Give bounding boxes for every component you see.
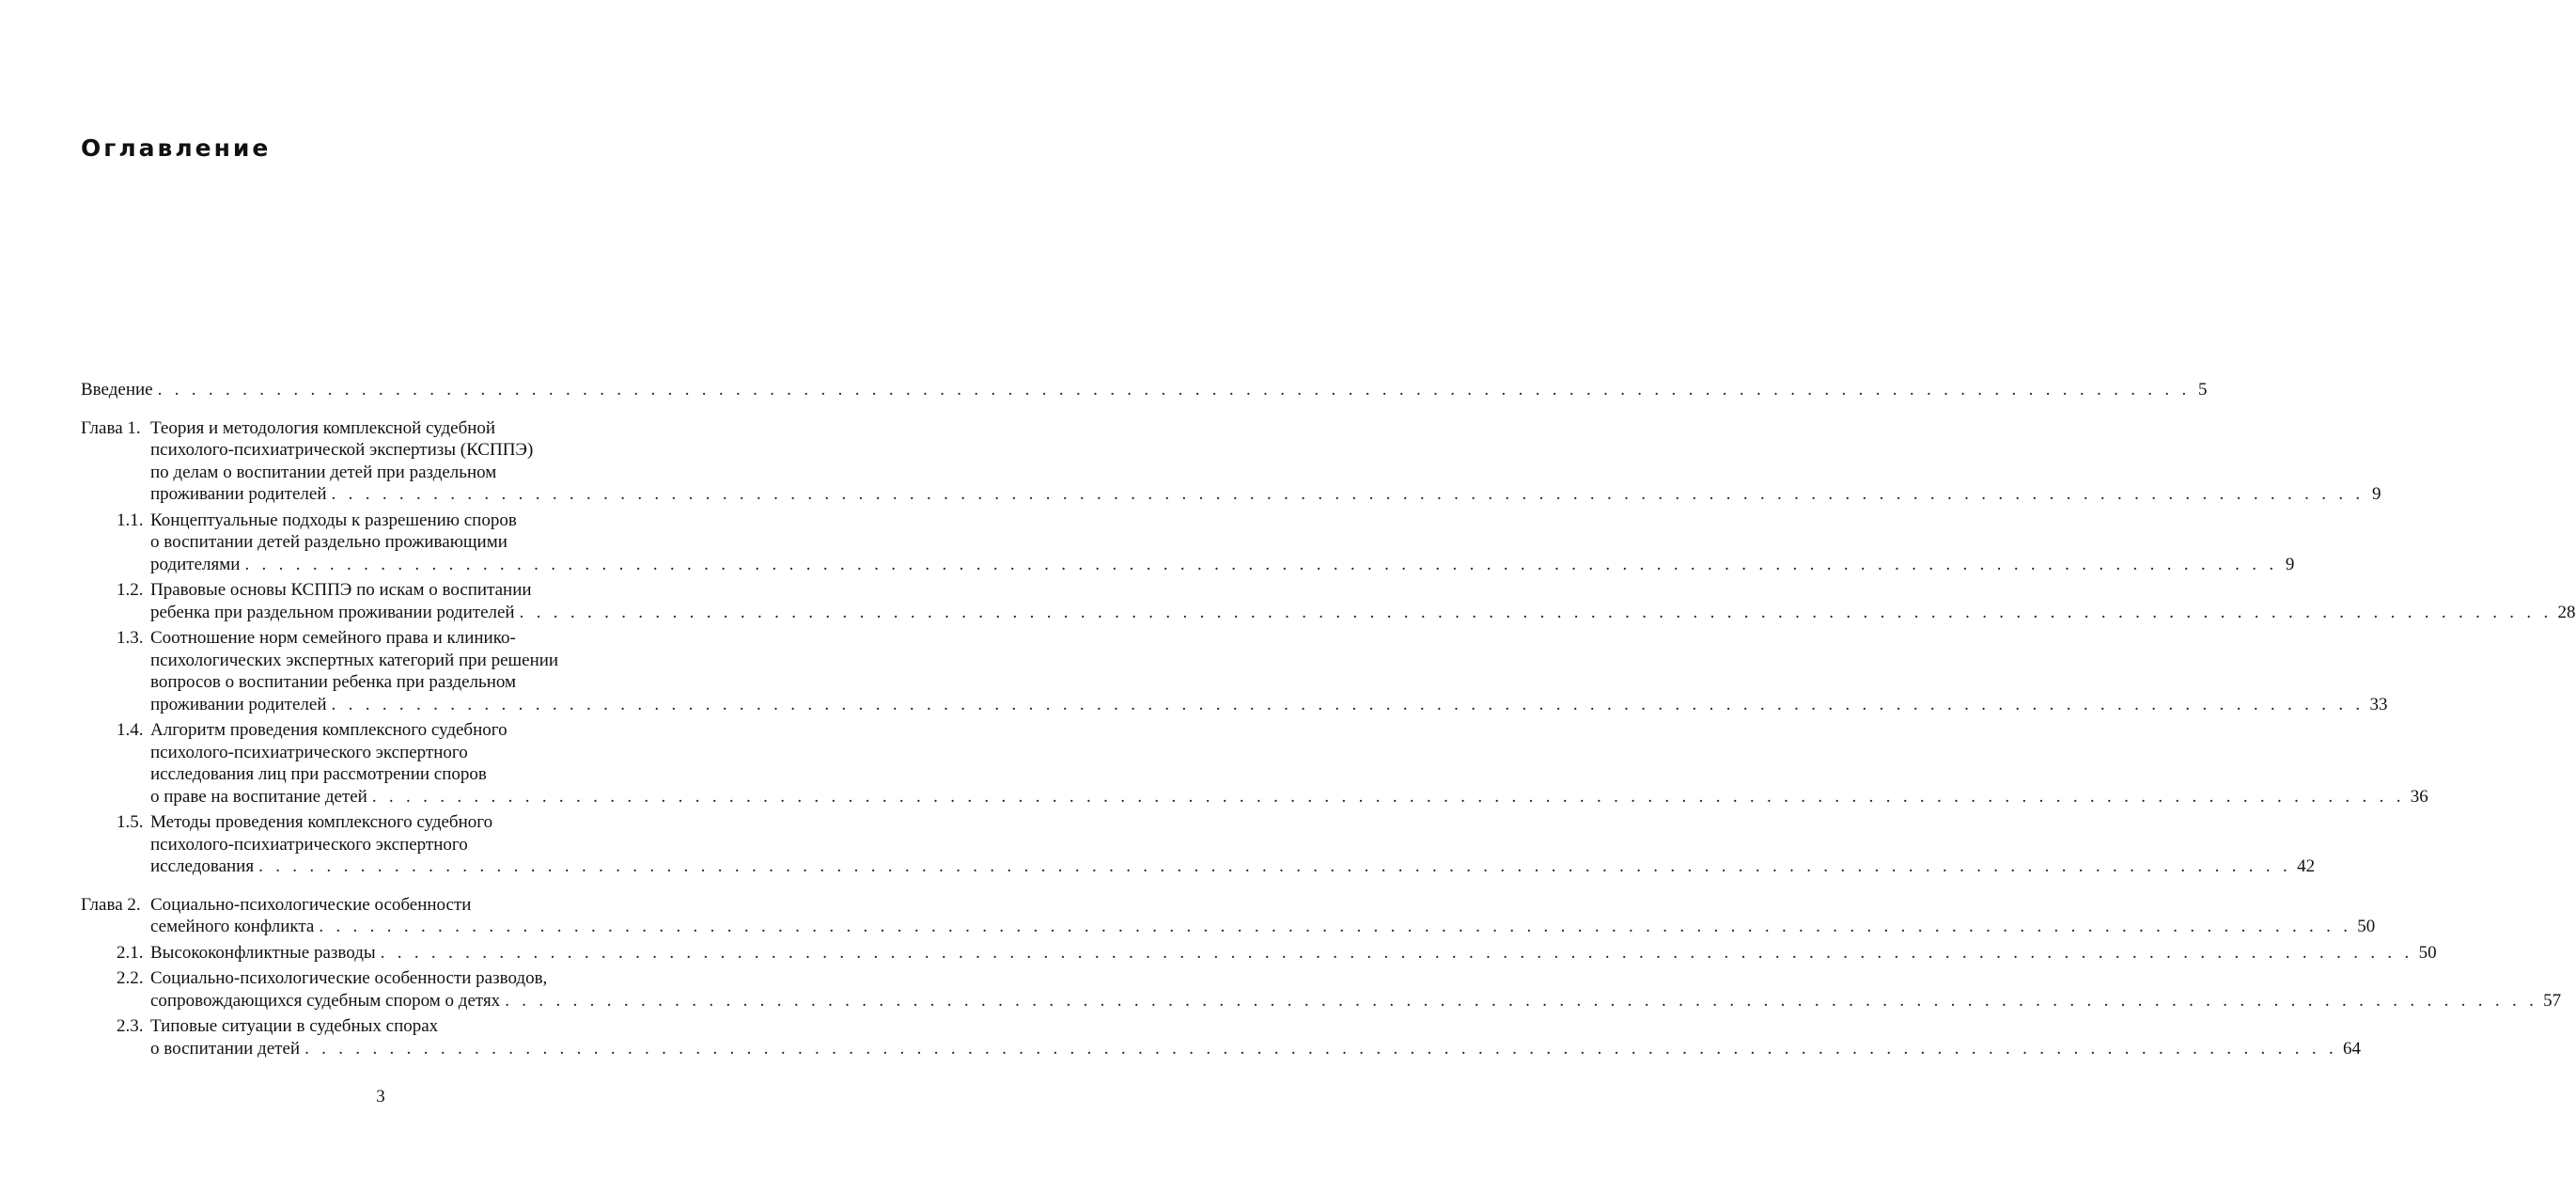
dot-leader: . . . . . . . . . . . . . . . . . . . . . . . . . . . . . . . . . . . . . . . . . . . . . . . . . . . . . . . . . . . . . . . . . . . . . . . . . . . . . . . . . . . . . . . . . . . . . . . . . . . . . . . . . . . . . . . . . . . . . . . . <box>519 602 2553 622</box>
toc-entry <box>81 719 2428 808</box>
toc-entry-title-line: о воспитании детей раздельно проживающими <box>150 532 507 552</box>
page-number: 3 <box>376 1087 385 1106</box>
dot-leader: . . . . . . . . . . . . . . . . . . . . . . . . . . . . . . . . . . . . . . . . . . . . . . . . . . . . . . . . . . . . . . . . . . . . . . . . . . . . . . . . . . . . . . . . . . . . . . . . . . . . . . . . . . . . . . . . . . . . . . . . <box>371 786 2405 807</box>
toc-entry-body <box>150 417 2381 506</box>
toc-entry-body <box>150 967 2562 1012</box>
toc-entry-last-line <box>150 483 2381 506</box>
toc-entry-last-line <box>150 916 2376 938</box>
table-of-contents <box>81 379 2576 1059</box>
toc-entry <box>81 417 2381 506</box>
toc-entry-last-line <box>150 694 2388 716</box>
toc-entry-number: 1.2. <box>117 580 144 600</box>
toc-entry-last-line <box>150 855 2316 878</box>
toc-entry-body <box>150 627 2388 715</box>
toc-entry-page: 42 <box>2297 856 2316 876</box>
toc-entry-page: 64 <box>2343 1038 2362 1059</box>
toc-entry-body <box>150 719 2428 808</box>
toc-entry <box>81 894 2376 938</box>
toc-entry <box>81 627 2388 715</box>
toc-entry-title-line: семейного конфликта <box>150 917 315 936</box>
dot-leader: . . . . . . . . . . . . . . . . . . . . . . . . . . . . . . . . . . . . . . . . . . . . . . . . . . . . . . . . . . . . . . . . . . . . . . . . . . . . . . . . . . . . . . . . . . . . . . . . . . . . . . . . . . . . . . . . . . . . . . . . <box>304 1038 2338 1059</box>
toc-entry-title-line: психолого-психиатрического экспертного <box>150 742 468 762</box>
dot-leader: . . . . . . . . . . . . . . . . . . . . . . . . . . . . . . . . . . . . . . . . . . . . . . . . . . . . . . . . . . . . . . . . . . . . . . . . . . . . . . . . . . . . . . . . . . . . . . . . . . . . . . . . . . . . . . . . . . . . . . . . <box>244 554 2278 574</box>
toc-entry-body <box>150 942 2437 965</box>
toc-entry <box>81 510 2295 576</box>
toc-entry-page: 9 <box>2371 484 2381 504</box>
toc-entry-title-line: Типовые ситуации в судебных спорах <box>150 1016 439 1036</box>
toc-entry-page: 50 <box>2418 942 2437 963</box>
toc-entry-number: 1.4. <box>117 720 144 740</box>
toc-entry <box>81 579 2576 623</box>
toc-entry-title-line: Концептуальные подходы к разрешению споров <box>150 510 517 530</box>
toc-entry-title-line: Алгоритм проведения комплексного судебного <box>150 720 507 740</box>
toc-entry-body <box>81 379 2208 401</box>
toc-entry-last-line <box>150 786 2428 808</box>
toc-entry-number: 1.5. <box>117 812 144 832</box>
toc-entry-last-line <box>150 942 2437 965</box>
toc-entry-number: 2.1. <box>117 942 144 963</box>
toc-entry-title-line: сопровождающихся судебным спором о детях <box>150 990 501 1011</box>
toc-entry-page: 36 <box>2410 786 2428 807</box>
toc-entry-page: 50 <box>2357 917 2376 936</box>
dot-leader: . . . . . . . . . . . . . . . . . . . . . . . . . . . . . . . . . . . . . . . . . . . . . . . . . . . . . . . . . . . . . . . . . . . . . . . . . . . . . . . . . . . . . . . . . . . . . . . . . . . . . . . . . . . . . . . . . . . . . . . . <box>258 856 2292 876</box>
toc-entry-title-line: проживании родителей <box>150 484 327 504</box>
toc-entry-title-line: родителями <box>150 554 241 574</box>
toc-entry-last-line <box>150 554 2295 576</box>
toc-entry-title-line: Введение <box>81 380 153 400</box>
toc-entry-title-line: о воспитании детей <box>150 1038 301 1059</box>
toc-entry <box>81 811 2316 878</box>
toc-entry-body <box>150 510 2295 576</box>
toc-entry-body <box>150 811 2316 878</box>
toc-entry-title-line: Правовые основы КСППЭ по искам о воспитании <box>150 580 532 600</box>
toc-entry-page: 57 <box>2543 990 2562 1011</box>
toc-entry-title-line: Теория и методология комплексной судебной <box>150 417 496 438</box>
toc-entry-body <box>150 1015 2362 1059</box>
toc-entry-page: 33 <box>2369 694 2388 714</box>
toc-entry-title-line: Соотношение норм семейного права и клинико- <box>150 628 516 648</box>
toc-entry-number: 1.3. <box>117 628 144 648</box>
toc-entry-title-line: психолого-психиатрической экспертизы (КСППЭ) <box>150 440 534 460</box>
toc-entry <box>81 1015 2362 1059</box>
toc-entry-page: 9 <box>2285 554 2295 574</box>
toc-entry-number: 1.1. <box>117 510 144 530</box>
dot-leader: . . . . . . . . . . . . . . . . . . . . . . . . . . . . . . . . . . . . . . . . . . . . . . . . . . . . . . . . . . . . . . . . . . . . . . . . . . . . . . . . . . . . . . . . . . . . . . . . . . . . . . . . . . . . . . . . . . . . . . . . <box>331 694 2365 714</box>
toc-entry-title-line: ребенка при раздельном проживании родителей <box>150 602 515 622</box>
toc-entry <box>81 967 2562 1012</box>
dot-leader: . . . . . . . . . . . . . . . . . . . . . . . . . . . . . . . . . . . . . . . . . . . . . . . . . . . . . . . . . . . . . . . . . . . . . . . . . . . . . . . . . . . . . . . . . . . . . . . . . . . . . . . . . . . . . . . . . . . . . . . . <box>380 942 2413 963</box>
dot-leader: . . . . . . . . . . . . . . . . . . . . . . . . . . . . . . . . . . . . . . . . . . . . . . . . . . . . . . . . . . . . . . . . . . . . . . . . . . . . . . . . . . . . . . . . . . . . . . . . . . . . . . . . . . . . . . . . . . . . . . . . <box>319 917 2352 936</box>
dot-leader: . . . . . . . . . . . . . . . . . . . . . . . . . . . . . . . . . . . . . . . . . . . . . . . . . . . . . . . . . . . . . . . . . . . . . . . . . . . . . . . . . . . . . . . . . . . . . . . . . . . . . . . . . . . . . . . . . . . . . . . . <box>157 380 2191 400</box>
toc-entry-body <box>150 894 2376 938</box>
toc-entry-number: Глава 2. <box>81 894 141 915</box>
toc-entry-title-line: исследования лиц при рассмотрении споров <box>150 764 487 784</box>
toc-entry-title-line: Высококонфликтные разводы <box>150 942 376 963</box>
dot-leader: . . . . . . . . . . . . . . . . . . . . . . . . . . . . . . . . . . . . . . . . . . . . . . . . . . . . . . . . . . . . . . . . . . . . . . . . . . . . . . . . . . . . . . . . . . . . . . . . . . . . . . . . . . . . . . . . . . . . . . . . <box>505 990 2538 1011</box>
toc-entry-page: 28 <box>2557 602 2576 622</box>
toc-entry-title-line: Методы проведения комплексного судебного <box>150 812 493 832</box>
toc-entry-title-line: психолого-психиатрического экспертного <box>150 834 468 855</box>
toc-entry-number: 2.3. <box>117 1016 144 1036</box>
toc-entry-last-line <box>150 1038 2362 1060</box>
toc-entry-page: 5 <box>2198 380 2208 400</box>
toc-entry-last-line <box>150 602 2576 624</box>
toc-entry-title-line: психологических экспертных категорий при решении <box>150 650 559 670</box>
toc-entry-number: 2.2. <box>117 968 144 988</box>
toc-entry-title-line: о праве на воспитание детей <box>150 786 367 807</box>
toc-heading: Оглавление <box>81 134 272 162</box>
toc-entry-last-line <box>150 990 2562 1012</box>
toc-entry-last-line <box>81 379 2208 401</box>
toc-entry-title-line: Социально-психологические особенности <box>150 894 472 915</box>
toc-entry <box>81 942 2437 965</box>
toc-entry-title-line: по делам о воспитании детей при раздельном <box>150 462 497 482</box>
toc-entry-body <box>150 579 2576 623</box>
dot-leader: . . . . . . . . . . . . . . . . . . . . . . . . . . . . . . . . . . . . . . . . . . . . . . . . . . . . . . . . . . . . . . . . . . . . . . . . . . . . . . . . . . . . . . . . . . . . . . . . . . . . . . . . . . . . . . . . . . . . . . . . <box>331 484 2365 504</box>
toc-entry-title-line: проживании родителей <box>150 694 327 714</box>
toc-entry <box>81 379 2208 401</box>
toc-entry-number: Глава 1. <box>81 417 141 438</box>
toc-entry-title-line: вопросов о воспитании ребенка при раздельном <box>150 672 517 692</box>
toc-entry-title-line: Социально-психологические особенности разводов, <box>150 968 548 988</box>
toc-entry-title-line: исследования <box>150 856 255 876</box>
